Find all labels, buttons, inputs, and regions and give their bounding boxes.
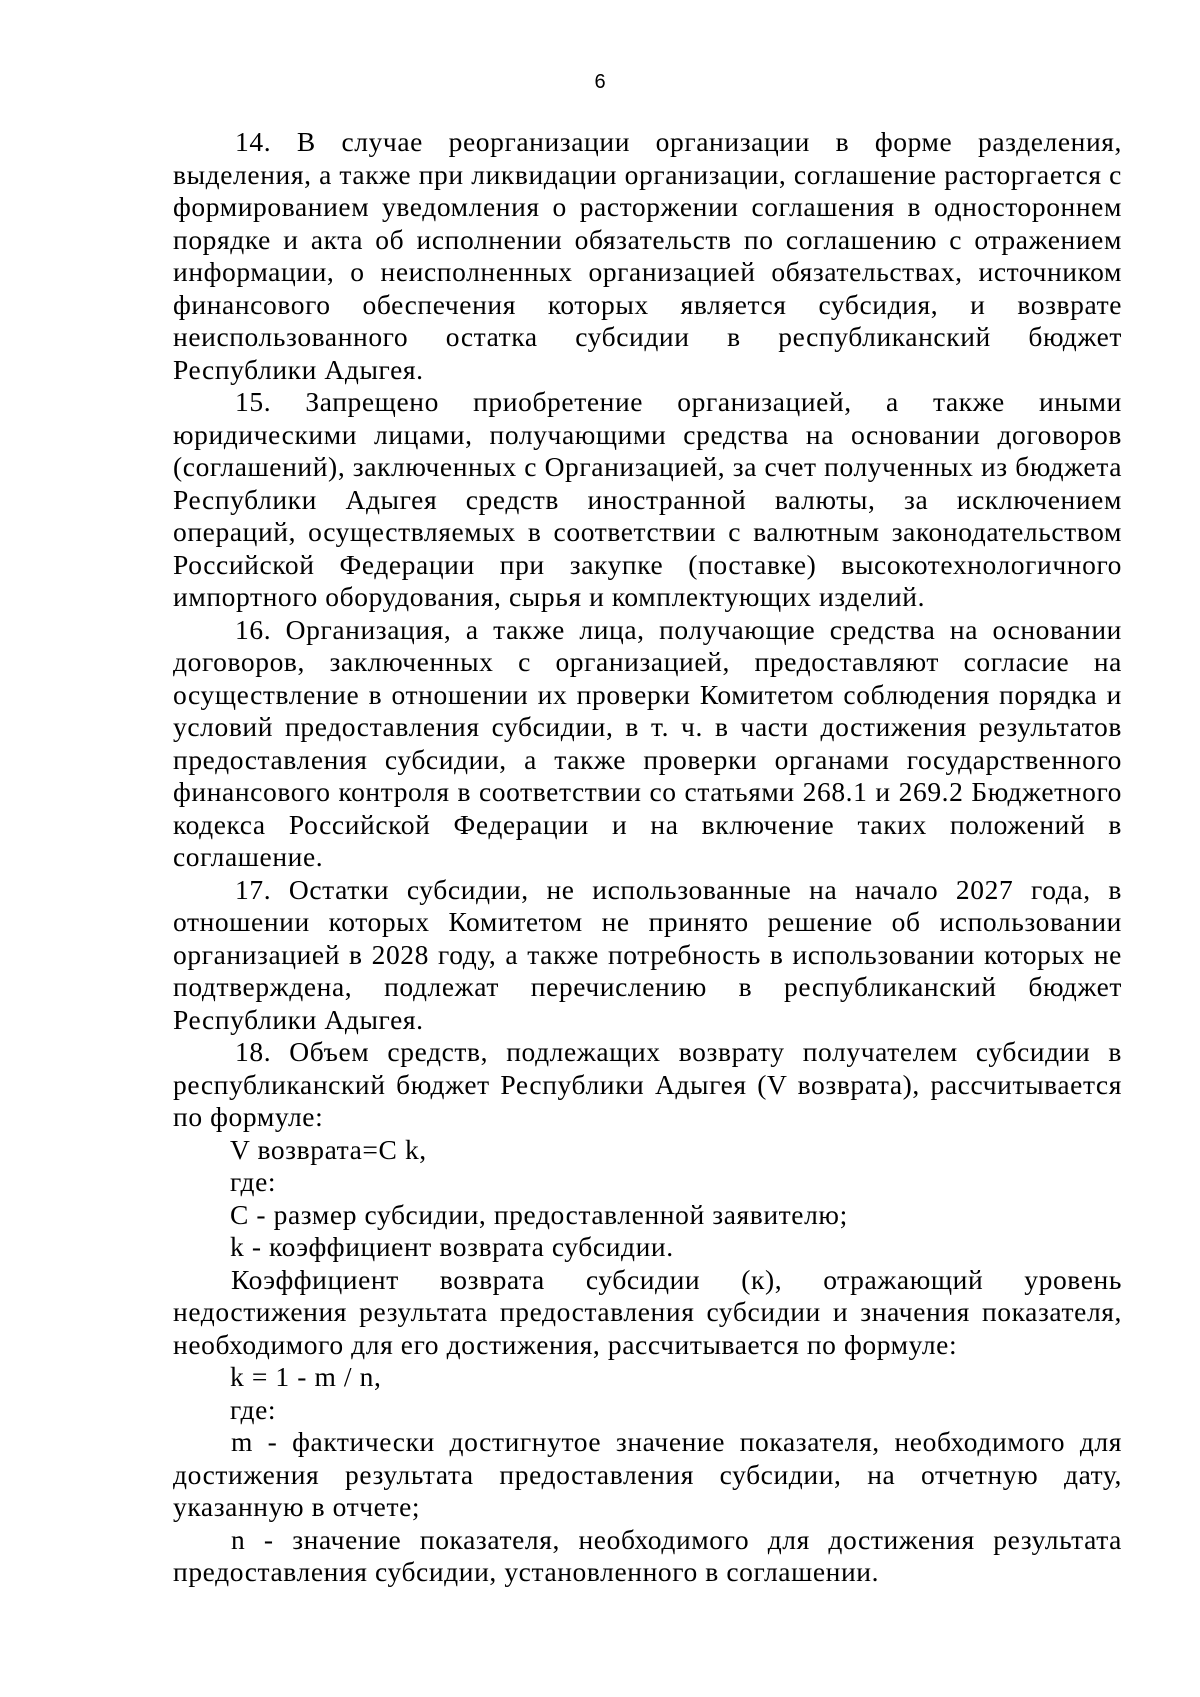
page-number: 6 — [594, 71, 606, 93]
where-label-2: где: — [230, 1393, 277, 1425]
definition-n: n - значение показателя, необходимого для достижения результата предоставления субсидии, установленного в соглашении. — [173, 1523, 1122, 1587]
paragraph-coefficient: Коэффициент возврата субсидии (к), отражающий уровень недостижения результата предоставления субсидии и значения показателя, необходимого для его достижения, рассчитывается по формуле: — [173, 1263, 1122, 1360]
formula-v-return: V возврата=C k, — [230, 1133, 427, 1165]
paragraph-15: 15. Запрещено приобретение организацией, а также иными юридическими лицами, получающими средства на основании договоров (соглашений), заключенных с Организацией, за счет полученных из бюджета Республики Адыгея средств иностранной валюты, за исключением операций, осуществляемых в соответствии с валютным законодательством Российской Федерации при закупке (поставке) высокотехнологичного импортного оборудования, сырья и комплектующих изделий. — [173, 386, 1122, 612]
formula-k: k = 1 - m / n, — [230, 1361, 382, 1392]
paragraph-17: 17. Остатки субсидии, не использованные на начало 2027 года, в отношении которых Комитетом не принято решение об использовании организацией в 2028 году, а также потребность в использовании которых не подтверждена, подлежат перечислению в республиканский бюджет Республики Адыгея. — [173, 873, 1122, 1035]
definition-m: m - фактически достигнутое значение показателя, необходимого для достижения результата предоставления субсидии, на отчетную дату, указанную в отчете; — [173, 1426, 1122, 1522]
definition-c: C - размер субсидии, предоставленной заявителю; — [230, 1198, 848, 1230]
document-body — [173, 126, 1122, 1589]
definition-k: k - коэффициент возврата субсидии. — [230, 1231, 674, 1262]
where-label-1: где: — [230, 1166, 277, 1197]
paragraph-18: 18. Объем средств, подлежащих возврату получателем субсидии в республиканский бюджет Республики Адыгея (V возврата), рассчитывается по формуле: — [173, 1036, 1122, 1132]
paragraph-14: 14. В случае реорганизации организации в форме разделения, выделения, а также при ликвидации организации, соглашение расторгается с формированием уведомления о расторжении соглашения в одностороннем порядке и акта об исполнении обязательств по соглашению с отражением информации, о неисполненных организацией обязательствах, источником финансового обеспечения которых является субсидия, и возврате неиспользованного остатка субсидии в республиканский бюджет Республики Адыгея. — [173, 126, 1122, 385]
paragraph-16: 16. Организация, а также лица, получающие средства на основании договоров, заключенных с организацией, предоставляют согласие на осуществление в отношении их проверки Комитетом соблюдения порядка и условий предоставления субсидии, в т. ч. в части достижения результатов предоставления субсидии, а также проверки органами государственного финансового контроля в соответствии со статьями 268.1 и 269.2 Бюджетного кодекса Российской Федерации и на включение таких положений в соглашение. — [173, 613, 1122, 872]
